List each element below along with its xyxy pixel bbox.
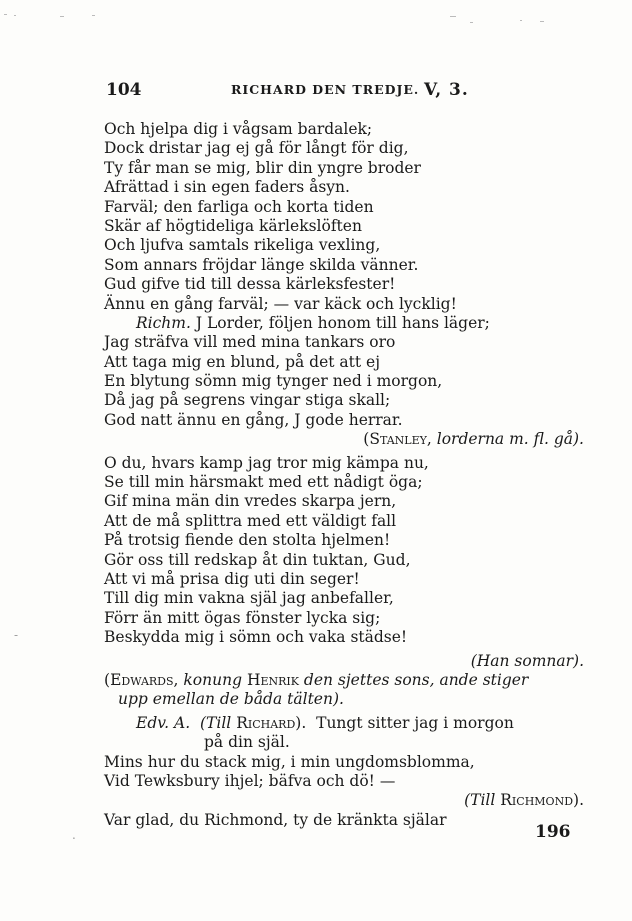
character-name: Richard). <box>236 713 307 732</box>
verse-line: Se till min härsmakt med ett nådigt öga; <box>104 473 423 492</box>
verse-text: J Lorder, följen honom till hans läger; <box>195 313 490 332</box>
margin-mark: . <box>72 828 76 842</box>
verse-line: Till dig min vakna själ jag anbefaller, <box>104 589 394 608</box>
stage-direction-ghost-cont: upp emellan de båda tälten). <box>118 690 344 709</box>
stage-direction-ghost: (Edwards, konung Henrik den sjettes sons, ande stiger <box>104 670 529 689</box>
direction-text: lorderna m. fl. gå). <box>436 430 584 449</box>
verse-line: Skär af högtideliga kärlekslöften <box>104 216 362 235</box>
signature-number: 196 <box>535 822 571 842</box>
verse-line: Afrättad i sin egen faders åsyn. <box>104 178 350 197</box>
verse-line: Då jag på segrens vingar stiga skall; <box>104 391 391 410</box>
character-name: Edwards, <box>110 670 179 689</box>
verse-line: Var glad, du Richmond, ty de kränkta själar <box>104 810 447 829</box>
stage-direction-sleep: (Han somnar). <box>470 651 584 670</box>
verse-line: Gif mina män din vredes skarpa jern, <box>104 492 397 511</box>
page-number: 104 <box>106 80 142 100</box>
speaker-name: Richm. <box>136 313 191 332</box>
verse-line: Förr än mitt ögas fönster lycka sig; <box>104 608 381 627</box>
verse-line: O du, hvars kamp jag tror mig kämpa nu, <box>104 453 429 472</box>
running-title: RICHARD DEN TREDJE. <box>231 82 420 97</box>
stage-direction-exit: (Stanley, lorderna m. fl. gå). <box>363 430 584 449</box>
character-name: Stanley, <box>369 430 432 449</box>
verse-line: Mins hur du stack mig, i min ungdomsblomma, <box>104 752 475 771</box>
verse-line: Ty får man se mig, blir din yngre broder <box>104 158 421 177</box>
verse-line: På trotsig fiende den stolta hjelmen! <box>104 531 391 550</box>
verse-line: En blytung sömn mig tynger ned i morgon, <box>104 372 443 391</box>
verse-line: Beskydda mig i sömn och vaka städse! <box>104 628 408 647</box>
verse-line: på din själ. <box>204 733 290 752</box>
verse-line: Att vi må prisa dig uti din seger! <box>104 569 360 588</box>
verse-line: Gud gifve tid till dessa kärleksfester! <box>104 275 396 294</box>
margin-mark: - <box>14 628 19 642</box>
verse-line: Att taga mig en blund, på det att ej <box>104 352 381 371</box>
verse-text: Tungt sitter jag i morgon <box>316 713 514 732</box>
scan-noise <box>0 0 632 40</box>
verse-line: Gör oss till redskap åt din tuktan, Gud, <box>104 550 411 569</box>
verse-line: God natt ännu en gång, J gode herrar. <box>104 410 403 429</box>
play-text <box>104 120 584 830</box>
stage-direction-to-richmond: (Till Richmond). <box>464 791 584 810</box>
verse-line: Och ljufva samtals rikeliga vexling, <box>104 236 381 255</box>
speaker-name: Edv. A. <box>136 713 191 732</box>
act-scene: V, 3. <box>424 80 469 100</box>
character-name: Henrik <box>246 670 299 689</box>
verse-line: Att de må splittra med ett väldigt fall <box>104 511 397 530</box>
verse-line: Som annars fröjdar länge skilda vänner. <box>104 255 419 274</box>
verse-line: Dock dristar jag ej gå för långt för dig, <box>104 139 409 158</box>
verse-line: Ännu en gång farväl; — var käck och lycklig! <box>104 294 457 313</box>
verse-line: Vid Tewksbury ihjel; bäfva och dö! — <box>104 771 396 790</box>
running-header <box>106 80 476 104</box>
speech-edward: Edv. A. (Till Richard). Tungt sitter jag i morgon <box>136 713 514 732</box>
speech-richmond <box>104 314 584 333</box>
verse-line: Jag sträfva vill med mina tankars oro <box>104 333 396 352</box>
verse-line: Farväl; den farliga och korta tiden <box>104 197 374 216</box>
character-name: Richmond). <box>500 791 584 810</box>
verse-line: Och hjelpa dig i vågsam bardalek; <box>104 120 373 138</box>
